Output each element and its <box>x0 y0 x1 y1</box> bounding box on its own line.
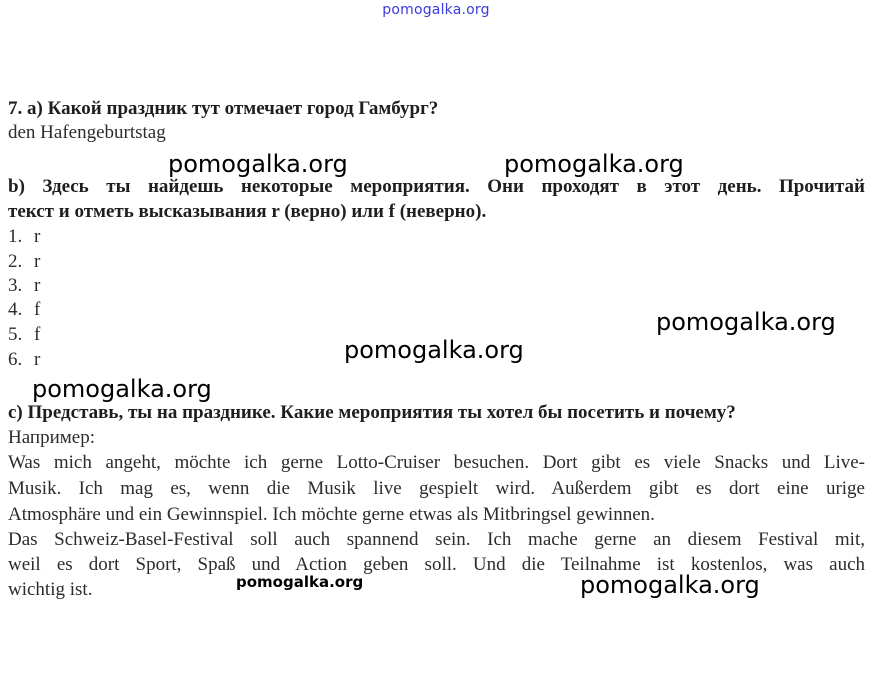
answer-number: 2. <box>8 251 23 272</box>
answer-value: f <box>34 324 41 345</box>
answer-value: r <box>34 349 41 370</box>
answer-number: 4. <box>8 299 23 320</box>
watermark: pomogalka.org <box>504 150 684 178</box>
question-a: 7. а) Какой праздник тут отмечает город Гамбург? <box>8 98 439 119</box>
paragraph2-line: wichtig ist. <box>8 579 93 600</box>
question-c: c) Представь, ты на празднике. Какие мероприятия ты хотел бы посетить и почему? <box>8 402 736 423</box>
paragraph2-line: Das Schweiz-Basel-Festival soll auch spannend sein. Ich mache gerne an diesem Festival mit, <box>8 529 865 550</box>
site-header-watermark: pomogalka.org <box>382 2 490 18</box>
watermark: pomogalka.org <box>168 150 348 178</box>
watermark: pomogalka.org <box>344 336 524 364</box>
paragraph1-line: Musik. Ich mag es, wenn die Musik live gespielt wird. Außerdem gibt es dort eine urige <box>8 478 865 499</box>
answer-value: r <box>34 275 41 296</box>
answer-value: r <box>34 226 41 247</box>
answer-value: r <box>34 251 41 272</box>
watermark: pomogalka.org <box>656 308 836 336</box>
watermark: pomogalka.org <box>236 573 364 591</box>
paragraph1-line: Atmosphäre und ein Gewinnspiel. Ich möchte gerne etwas als Mitbringsel gewinnen. <box>8 504 655 525</box>
example-label: Например: <box>8 427 95 448</box>
answer-number: 3. <box>8 275 23 296</box>
answer-a: den Hafengeburtstag <box>8 122 166 143</box>
paragraph1-line: Was mich angeht, möchte ich gerne Lotto-Cruiser besuchen. Dort gibt es viele Snacks und Live- <box>8 452 865 473</box>
answer-number: 1. <box>8 226 23 247</box>
answer-item <box>8 274 865 298</box>
question-b-line1: b) Здесь ты найдешь некоторые мероприятия. Они проходят в этот день. Прочитай <box>8 176 865 197</box>
paragraph2-line: weil es dort Sport, Spaß und Action geben soll. Und die Teilnahme ist kostenlos, was auch <box>8 554 865 575</box>
watermark: pomogalka.org <box>32 375 212 403</box>
answer-item <box>8 250 865 274</box>
question-b-line2: текст и отметь высказывания r (верно) или f (неверно). <box>8 201 487 222</box>
answer-item <box>8 225 865 249</box>
answer-number: 5. <box>8 324 23 345</box>
watermark: pomogalka.org <box>580 571 760 599</box>
answer-value: f <box>34 299 41 320</box>
answer-number: 6. <box>8 349 23 370</box>
